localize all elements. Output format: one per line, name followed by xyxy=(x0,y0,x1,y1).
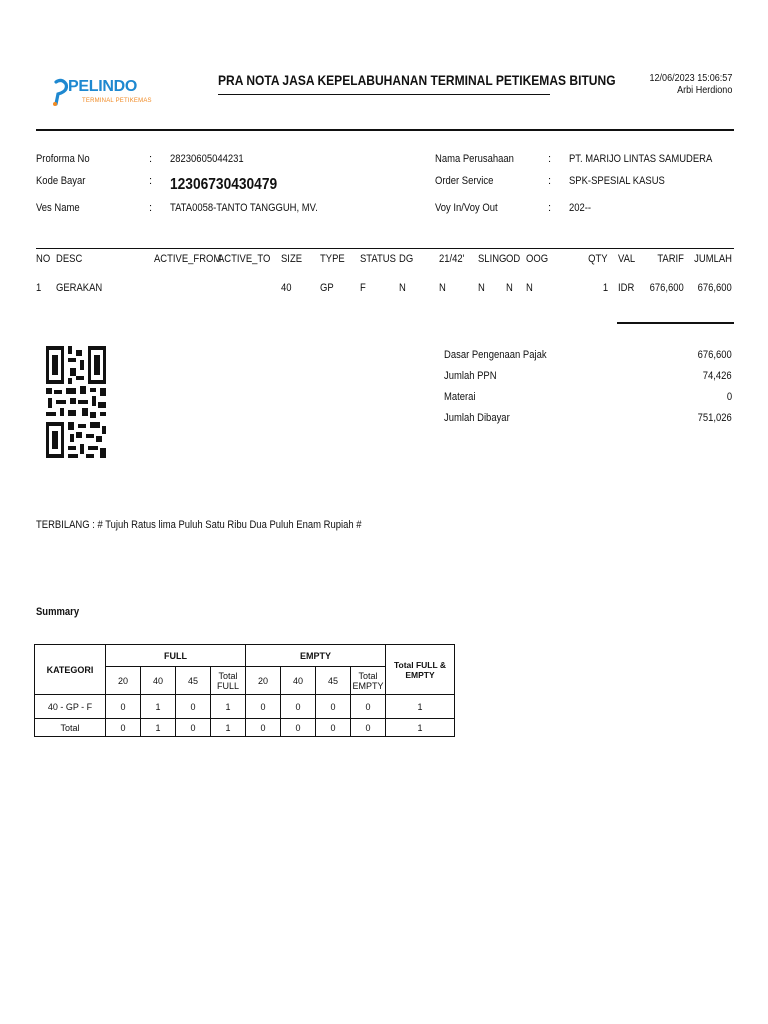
summary-cell: 0 xyxy=(316,695,351,719)
jumlah-dibayar-label: Jumlah Dibayar xyxy=(444,412,510,424)
col-active-from: ACTIVE_FROM xyxy=(154,253,222,265)
col-jumlah: JUMLAH xyxy=(694,253,732,265)
ppn-label: Jumlah PPN xyxy=(444,370,497,382)
summary-cell: 0 xyxy=(106,719,141,737)
summary-kategori-cell: Total xyxy=(35,719,106,737)
row-oog: N xyxy=(526,282,533,294)
col-dg: DG xyxy=(399,253,414,265)
col-oog: OOG xyxy=(526,253,549,265)
summary-cell: 0 xyxy=(351,695,386,719)
ves-name-value: TATA0058-TANTO TANGGUH, MV. xyxy=(170,202,318,214)
col-qty: QTY xyxy=(588,253,608,265)
row-tarif: 676,600 xyxy=(649,282,684,294)
summary-sub-full-45: 45 xyxy=(176,667,211,695)
table-row xyxy=(35,695,455,719)
ppn-value: 74,426 xyxy=(703,370,732,382)
summary-cell: 1 xyxy=(141,719,176,737)
col-21-42: 21/42' xyxy=(439,253,465,265)
nama-perusahaan-value: PT. MARIJO LINTAS SAMUDERA xyxy=(569,153,713,165)
summary-cell: 0 xyxy=(246,719,281,737)
ves-name-colon: : xyxy=(149,202,153,214)
pelindo-mark-icon xyxy=(52,78,68,106)
summary-table xyxy=(34,644,455,737)
table-row xyxy=(35,719,455,737)
row-no: 1 xyxy=(36,282,42,294)
proforma-label: Proforma No xyxy=(36,153,90,165)
jumlah-dibayar-value: 751,026 xyxy=(697,412,732,424)
summary-title: Summary xyxy=(36,606,80,618)
summary-cell: 0 xyxy=(246,695,281,719)
proforma-colon: : xyxy=(149,153,153,165)
logo-text: PELINDO xyxy=(68,78,138,95)
summary-sub-full-40: 40 xyxy=(141,667,176,695)
col-od: OD xyxy=(506,253,521,265)
nama-perusahaan-label: Nama Perusahaan xyxy=(435,153,514,165)
print-stamp xyxy=(649,72,732,96)
col-tarif: TARIF xyxy=(657,253,684,265)
row-val: IDR xyxy=(618,282,635,294)
summary-cell: 0 xyxy=(281,719,316,737)
voy-label: Voy In/Voy Out xyxy=(435,202,498,214)
col-active-to: ACTIVE_TO xyxy=(218,253,271,265)
col-desc: DESC xyxy=(56,253,83,265)
row-od: N xyxy=(506,282,513,294)
summary-cell: 1 xyxy=(141,695,176,719)
col-status: STATUS xyxy=(360,253,396,265)
dpp-label: Dasar Pengenaan Pajak xyxy=(444,349,547,361)
order-service-value: SPK-SPESIAL KASUS xyxy=(569,175,665,187)
summary-header-kategori: KATEGORI xyxy=(35,645,106,695)
header-divider xyxy=(36,129,734,131)
kode-bayar-label: Kode Bayar xyxy=(36,175,86,187)
summary-cell: 1 xyxy=(386,695,455,719)
qr-code-icon xyxy=(46,346,108,458)
jumlah-rule xyxy=(617,322,734,324)
summary-sub-total-full: Total FULL xyxy=(211,667,246,695)
order-service-colon: : xyxy=(548,175,552,187)
materai-label: Materai xyxy=(444,391,476,403)
terbilang-text: TERBILANG : # Tujuh Ratus lima Puluh Satu Ribu Dua Puluh Enam Rupiah # xyxy=(36,519,362,531)
kode-bayar-colon: : xyxy=(149,175,153,187)
summary-sub-empty-20: 20 xyxy=(246,667,281,695)
voy-value: 202-- xyxy=(569,202,592,214)
summary-sub-empty-45: 45 xyxy=(316,667,351,695)
summary-cell: 1 xyxy=(211,719,246,737)
summary-header-total: Total FULL & EMPTY xyxy=(386,645,455,695)
summary-sub-empty-40: 40 xyxy=(281,667,316,695)
order-service-label: Order Service xyxy=(435,175,494,187)
row-size: 40 xyxy=(281,282,292,294)
summary-header-full: FULL xyxy=(106,645,246,667)
summary-kategori-cell: 40 - GP - F xyxy=(35,695,106,719)
ves-name-label: Ves Name xyxy=(36,202,80,214)
kode-bayar-value: 12306730430479 xyxy=(170,176,278,193)
summary-cell: 1 xyxy=(211,695,246,719)
nama-perusahaan-colon: : xyxy=(548,153,552,165)
col-size: SIZE xyxy=(281,253,303,265)
row-dg: N xyxy=(399,282,406,294)
row-desc: GERAKAN xyxy=(56,282,103,294)
row-status: F xyxy=(360,282,366,294)
pelindo-logo xyxy=(52,76,152,110)
items-top-rule xyxy=(36,248,734,249)
col-val: VAL xyxy=(618,253,636,265)
summary-cell: 0 xyxy=(176,695,211,719)
row-sling: N xyxy=(478,282,485,294)
summary-cell: 0 xyxy=(176,719,211,737)
summary-sub-full-20: 20 xyxy=(106,667,141,695)
summary-cell: 0 xyxy=(316,719,351,737)
proforma-value: 28230605044231 xyxy=(170,153,244,165)
summary-header-empty: EMPTY xyxy=(246,645,386,667)
materai-value: 0 xyxy=(726,391,732,403)
summary-cell: 0 xyxy=(281,695,316,719)
logo-subtext: TERMINAL PETIKEMAS xyxy=(82,98,152,104)
row-type: GP xyxy=(320,282,334,294)
summary-cell: 0 xyxy=(351,719,386,737)
title-underline xyxy=(218,94,550,95)
summary-cell: 1 xyxy=(386,719,455,737)
col-sling: SLING xyxy=(478,253,507,265)
dpp-value: 676,600 xyxy=(697,349,732,361)
row-qty: 1 xyxy=(602,282,608,294)
print-datetime: 12/06/2023 15:06:57 xyxy=(649,72,732,84)
row-21-42: N xyxy=(439,282,446,294)
page-title: PRA NOTA JASA KEPELABUHANAN TERMINAL PETIKEMAS BITUNG xyxy=(218,72,616,88)
col-type: TYPE xyxy=(320,253,345,265)
print-user: Arbi Herdiono xyxy=(676,84,732,96)
row-jumlah: 676,600 xyxy=(697,282,732,294)
summary-cell: 0 xyxy=(106,695,141,719)
voy-colon: : xyxy=(548,202,552,214)
col-no: NO xyxy=(36,253,51,265)
summary-sub-total-empty: Total EMPTY xyxy=(351,667,386,695)
